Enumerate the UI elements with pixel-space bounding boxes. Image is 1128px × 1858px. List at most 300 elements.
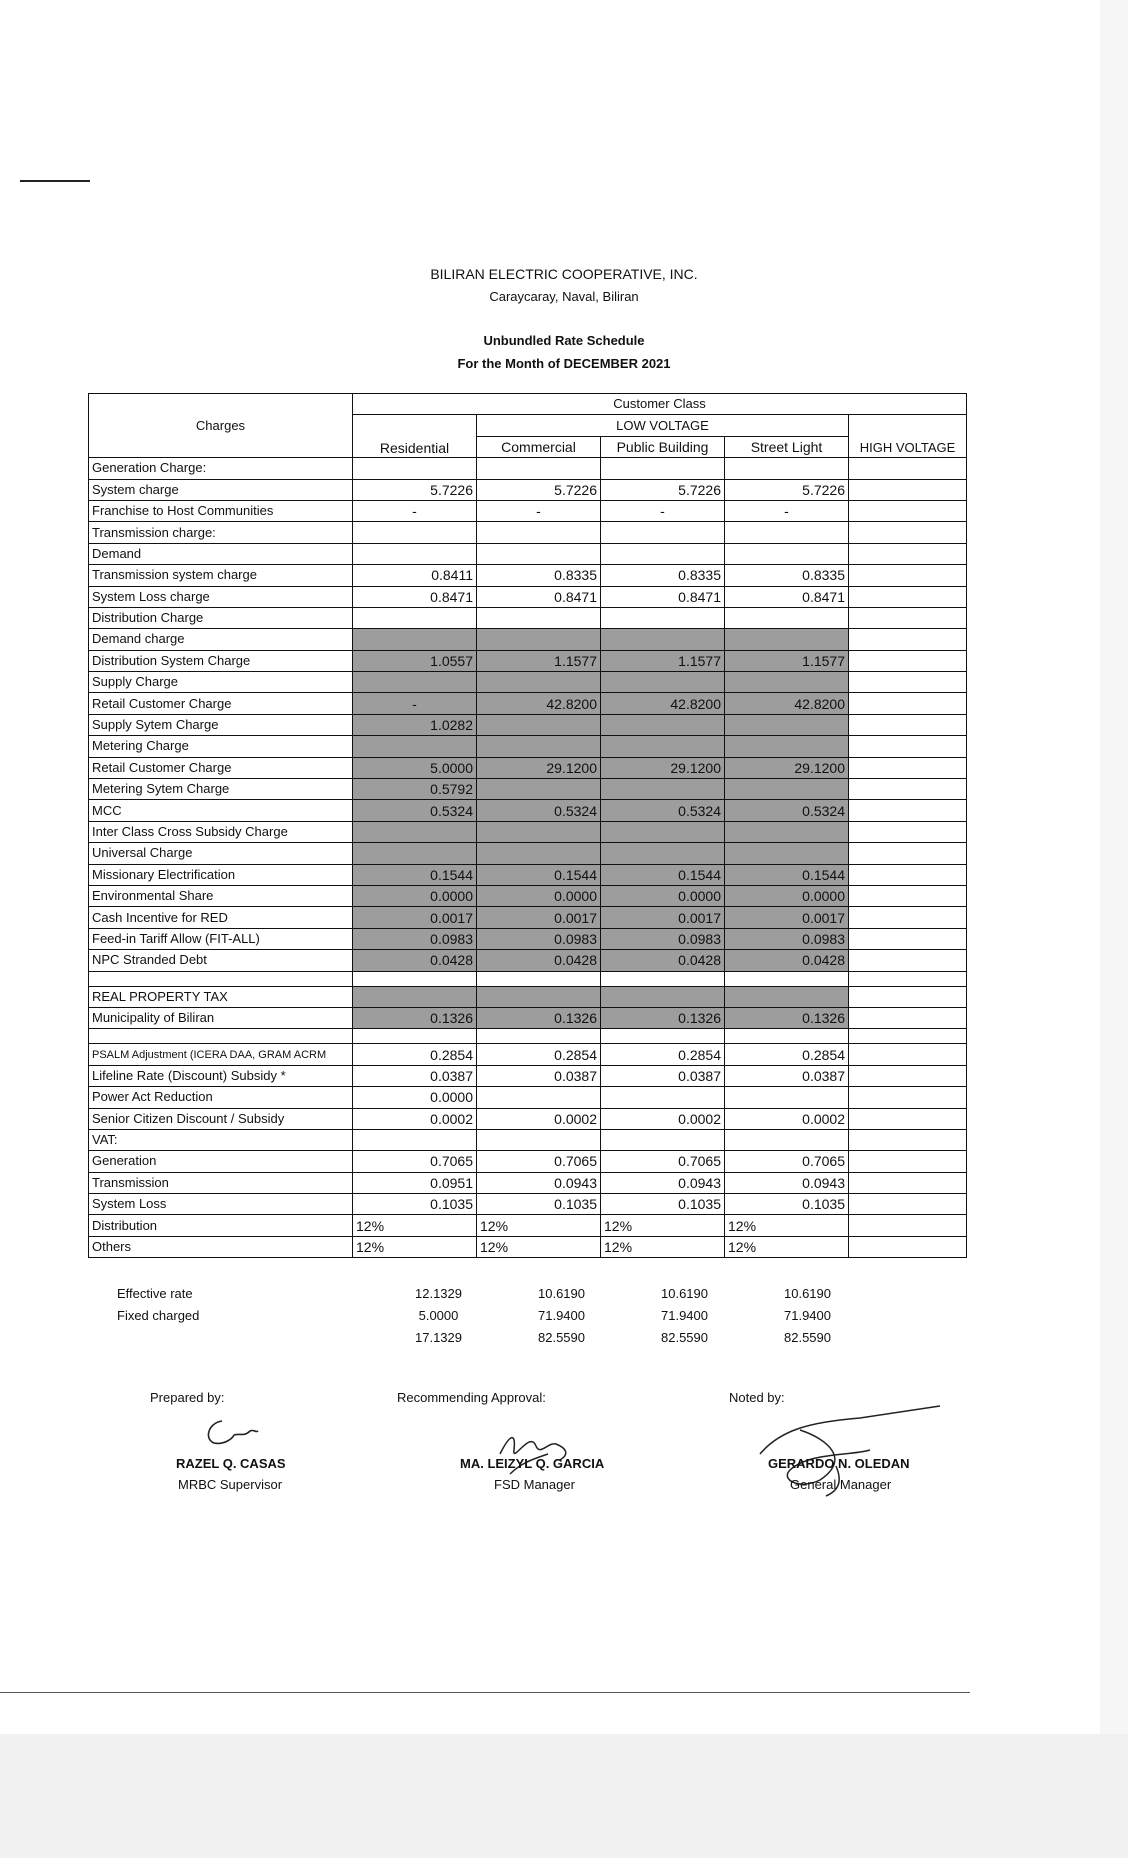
rate-cell <box>601 629 725 650</box>
totals-value: 71.9400 <box>661 1307 708 1323</box>
totals-value: 10.6190 <box>784 1285 831 1301</box>
rate-cell <box>601 458 725 479</box>
charge-label: Generation <box>89 1151 353 1172</box>
rate-cell: 0.1326 <box>601 1007 725 1028</box>
rate-cell: 0.0983 <box>477 928 601 949</box>
rate-cell <box>477 629 601 650</box>
rate-cell: 0.0002 <box>601 1108 725 1129</box>
rate-cell: 0.5324 <box>725 800 849 821</box>
noted-by-name: GERARDO N. OLEDAN <box>768 1456 910 1471</box>
totals-row <box>88 1326 869 1348</box>
rate-cell: 29.1200 <box>601 757 725 778</box>
table-row <box>89 928 967 949</box>
col-public-building-header: Public Building <box>601 436 725 457</box>
rate-cell: 0.0983 <box>353 928 477 949</box>
charge-label: Franchise to Host Communities <box>89 500 353 521</box>
rate-cell <box>601 714 725 735</box>
totals-label: Effective rate <box>117 1285 193 1301</box>
rate-cell <box>477 843 601 864</box>
col-street-light-header: Street Light <box>725 436 849 457</box>
high-voltage-cell <box>849 950 967 971</box>
col-commercial-header: Commercial <box>477 436 601 457</box>
high-voltage-cell <box>849 885 967 906</box>
charge-label: Generation Charge: <box>89 458 353 479</box>
rate-cell: 12% <box>477 1236 601 1257</box>
rate-cell <box>477 607 601 628</box>
charge-label: REAL PROPERTY TAX <box>89 986 353 1007</box>
high-voltage-cell <box>849 843 967 864</box>
table-row <box>89 950 967 971</box>
rate-cell: 0.0000 <box>601 885 725 906</box>
totals-value: 71.9400 <box>784 1307 831 1323</box>
table-row <box>89 629 967 650</box>
rate-cell: 1.0557 <box>353 650 477 671</box>
high-voltage-cell <box>849 928 967 949</box>
high-voltage-cell <box>849 586 967 607</box>
rate-cell: 0.8411 <box>353 565 477 586</box>
table-row <box>89 458 967 479</box>
rate-cell: 29.1200 <box>725 757 849 778</box>
rate-cell: 5.7226 <box>601 479 725 500</box>
rate-cell: 0.5324 <box>601 800 725 821</box>
rate-cell: 0.0000 <box>353 885 477 906</box>
rate-schedule-table <box>88 393 967 1258</box>
rate-cell: 0.0943 <box>725 1172 849 1193</box>
rate-cell <box>725 1129 849 1150</box>
rate-cell: 12% <box>353 1236 477 1257</box>
rate-cell: 0.8335 <box>601 565 725 586</box>
charge-label: Missionary Electrification <box>89 864 353 885</box>
table-row <box>89 864 967 885</box>
charge-label: Feed-in Tariff Allow (FIT-ALL) <box>89 928 353 949</box>
rate-cell <box>601 986 725 1007</box>
rate-cell <box>725 522 849 543</box>
rate-cell: 0.1326 <box>725 1007 849 1028</box>
rate-cell: 0.0017 <box>725 907 849 928</box>
rate-cell: 0.8335 <box>725 565 849 586</box>
table-row <box>89 1044 967 1065</box>
rate-cell: 0.0002 <box>725 1108 849 1129</box>
rate-cell <box>601 1087 725 1108</box>
high-voltage-cell <box>849 1236 967 1257</box>
rate-cell: 1.1577 <box>477 650 601 671</box>
rate-cell <box>353 986 477 1007</box>
table-row <box>89 1065 967 1086</box>
charge-label: Supply Sytem Charge <box>89 714 353 735</box>
charge-label: Metering Charge <box>89 736 353 757</box>
rate-cell: - <box>353 693 477 714</box>
rate-cell <box>725 821 849 842</box>
scan-mark-bottom <box>0 1692 970 1693</box>
rate-cell <box>477 779 601 800</box>
charge-label: Cash Incentive for RED <box>89 907 353 928</box>
rate-cell <box>601 607 725 628</box>
rate-cell: 0.0002 <box>353 1108 477 1129</box>
scan-mark-top-left <box>20 180 90 182</box>
high-voltage-cell <box>849 1172 967 1193</box>
rate-cell: 0.1544 <box>353 864 477 885</box>
rate-cell: 0.0000 <box>477 885 601 906</box>
totals-table <box>88 1282 869 1348</box>
high-voltage-cell <box>849 864 967 885</box>
rate-cell <box>477 1029 601 1044</box>
table-row <box>89 1236 967 1257</box>
rate-cell <box>353 736 477 757</box>
high-voltage-cell <box>849 907 967 928</box>
table-row <box>89 821 967 842</box>
totals-value: 82.5590 <box>538 1329 585 1345</box>
totals-value: 71.9400 <box>538 1307 585 1323</box>
table-row <box>89 757 967 778</box>
rate-cell: 5.0000 <box>353 757 477 778</box>
totals-value: 82.5590 <box>661 1329 708 1345</box>
rate-cell <box>601 672 725 693</box>
high-voltage-cell <box>849 500 967 521</box>
rate-cell: 0.0387 <box>725 1065 849 1086</box>
rate-cell <box>353 1029 477 1044</box>
charge-label: Supply Charge <box>89 672 353 693</box>
col-high-voltage-header: HIGH VOLTAGE <box>849 415 967 458</box>
high-voltage-cell <box>849 757 967 778</box>
rate-cell: 12% <box>725 1236 849 1257</box>
high-voltage-cell <box>849 565 967 586</box>
table-row <box>89 565 967 586</box>
rate-cell <box>477 522 601 543</box>
table-row <box>89 1007 967 1028</box>
high-voltage-cell <box>849 714 967 735</box>
rate-cell: 0.7065 <box>477 1151 601 1172</box>
rate-cell <box>477 458 601 479</box>
rate-cell <box>725 736 849 757</box>
rate-cell <box>601 522 725 543</box>
rate-cell <box>353 522 477 543</box>
rate-cell: - <box>725 500 849 521</box>
charge-label: VAT: <box>89 1129 353 1150</box>
charge-label: Municipality of Biliran <box>89 1007 353 1028</box>
totals-value: 17.1329 <box>415 1329 462 1345</box>
totals-value: 10.6190 <box>661 1285 708 1301</box>
table-row <box>89 736 967 757</box>
table-row <box>89 1129 967 1150</box>
rate-cell: 5.7226 <box>353 479 477 500</box>
table-row <box>89 607 967 628</box>
high-voltage-cell <box>849 458 967 479</box>
totals-row <box>88 1304 869 1326</box>
table-row <box>89 693 967 714</box>
rate-cell: 5.7226 <box>477 479 601 500</box>
charge-label: System Loss <box>89 1194 353 1215</box>
table-row <box>89 1172 967 1193</box>
rate-cell <box>601 843 725 864</box>
rate-cell <box>725 779 849 800</box>
table-row <box>89 1194 967 1215</box>
charge-label <box>89 971 353 986</box>
rate-cell: 0.5324 <box>477 800 601 821</box>
charges-header: Charges <box>89 394 353 458</box>
table-row <box>89 885 967 906</box>
rate-cell: 0.2854 <box>601 1044 725 1065</box>
rate-cell <box>725 714 849 735</box>
high-voltage-cell <box>849 1129 967 1150</box>
table-row <box>89 779 967 800</box>
high-voltage-cell <box>849 1065 967 1086</box>
document-period: For the Month of DECEMBER 2021 <box>457 356 671 371</box>
recommending-approval-name: MA. LEIZYL Q. GARCIA <box>460 1456 605 1471</box>
charge-label: System Loss charge <box>89 586 353 607</box>
rate-cell: 0.8471 <box>601 586 725 607</box>
charge-label: MCC <box>89 800 353 821</box>
rate-cell: 0.0000 <box>353 1087 477 1108</box>
rate-cell: 0.7065 <box>601 1151 725 1172</box>
low-voltage-header: LOW VOLTAGE <box>477 415 849 436</box>
rate-cell <box>353 458 477 479</box>
table-row <box>89 843 967 864</box>
table-row <box>89 543 967 564</box>
rate-cell: 0.0000 <box>725 885 849 906</box>
rate-cell: 0.7065 <box>353 1151 477 1172</box>
rate-cell: 0.1035 <box>353 1194 477 1215</box>
high-voltage-cell <box>849 1194 967 1215</box>
rate-cell: 0.0983 <box>601 928 725 949</box>
rate-cell: 0.8471 <box>477 586 601 607</box>
scan-margin-bottom <box>0 1734 1128 1858</box>
table-row <box>89 714 967 735</box>
rate-cell: 0.0002 <box>477 1108 601 1129</box>
rate-cell <box>477 543 601 564</box>
organization-name: BILIRAN ELECTRIC COOPERATIVE, INC. <box>430 266 698 282</box>
high-voltage-cell <box>849 821 967 842</box>
charge-label: Distribution Charge <box>89 607 353 628</box>
charge-label: Environmental Share <box>89 885 353 906</box>
charge-label: NPC Stranded Debt <box>89 950 353 971</box>
totals-label <box>88 1326 377 1348</box>
spacer-row <box>89 971 967 986</box>
noted-by-label: Noted by: <box>729 1390 785 1405</box>
charge-label: Transmission system charge <box>89 565 353 586</box>
rate-cell: 0.1035 <box>725 1194 849 1215</box>
rate-cell: 0.1035 <box>477 1194 601 1215</box>
high-voltage-cell <box>849 1215 967 1236</box>
rate-cell <box>353 1129 477 1150</box>
table-row <box>89 500 967 521</box>
rate-cell <box>601 736 725 757</box>
rate-cell <box>353 843 477 864</box>
rate-cell: 0.2854 <box>353 1044 477 1065</box>
rate-cell <box>353 821 477 842</box>
rate-cell: 0.0387 <box>601 1065 725 1086</box>
rate-cell: 5.7226 <box>725 479 849 500</box>
rate-cell: 12% <box>477 1215 601 1236</box>
table-row <box>89 479 967 500</box>
header-row-1 <box>89 394 967 415</box>
high-voltage-cell <box>849 1029 967 1044</box>
rate-cell: - <box>477 500 601 521</box>
rate-cell <box>477 1129 601 1150</box>
rate-cell <box>477 971 601 986</box>
rate-cell: 0.7065 <box>725 1151 849 1172</box>
rate-cell: 0.8471 <box>725 586 849 607</box>
totals-value: 5.0000 <box>418 1307 459 1323</box>
rate-cell: 0.0387 <box>477 1065 601 1086</box>
rate-cell: 1.1577 <box>601 650 725 671</box>
high-voltage-cell <box>849 1044 967 1065</box>
table-row <box>89 586 967 607</box>
rate-cell: 0.0387 <box>353 1065 477 1086</box>
charge-label: Retail Customer Charge <box>89 757 353 778</box>
charge-label: Senior Citizen Discount / Subsidy <box>89 1108 353 1129</box>
rate-cell: 0.2854 <box>477 1044 601 1065</box>
rate-cell <box>725 843 849 864</box>
table-row <box>89 1108 967 1129</box>
signature-recommending <box>470 1424 590 1484</box>
charge-label: Others <box>89 1236 353 1257</box>
rate-cell: 0.0428 <box>477 950 601 971</box>
table-row <box>89 1087 967 1108</box>
rate-cell: 0.0951 <box>353 1172 477 1193</box>
table-row <box>89 1215 967 1236</box>
high-voltage-cell <box>849 1007 967 1028</box>
rate-cell: 0.8471 <box>353 586 477 607</box>
totals-row <box>88 1282 869 1304</box>
high-voltage-cell <box>849 779 967 800</box>
high-voltage-cell <box>849 479 967 500</box>
rate-cell <box>477 1087 601 1108</box>
rate-cell: 0.1326 <box>353 1007 477 1028</box>
prepared-by-label: Prepared by: <box>150 1390 225 1405</box>
rate-cell: 0.5792 <box>353 779 477 800</box>
rate-cell: 0.0017 <box>353 907 477 928</box>
high-voltage-cell <box>849 1151 967 1172</box>
organization-address: Caraycaray, Naval, Biliran <box>489 289 639 304</box>
rate-cell <box>477 672 601 693</box>
rate-cell <box>725 607 849 628</box>
noted-by-title: General Manager <box>790 1477 892 1492</box>
rate-cell <box>725 986 849 1007</box>
rate-cell <box>477 714 601 735</box>
rate-cell: 42.8200 <box>725 693 849 714</box>
table-row <box>89 907 967 928</box>
rate-cell <box>601 779 725 800</box>
charge-label: Universal Charge <box>89 843 353 864</box>
charge-label <box>89 1029 353 1044</box>
rate-cell: 0.0943 <box>601 1172 725 1193</box>
rate-cell <box>601 1129 725 1150</box>
table-row <box>89 522 967 543</box>
rate-cell: 12% <box>601 1215 725 1236</box>
rate-cell <box>353 971 477 986</box>
charge-label: Metering Sytem Charge <box>89 779 353 800</box>
rate-cell <box>601 821 725 842</box>
high-voltage-cell <box>849 693 967 714</box>
high-voltage-cell <box>849 971 967 986</box>
rate-cell: 0.5324 <box>353 800 477 821</box>
recommending-approval-label: Recommending Approval: <box>397 1390 546 1405</box>
rate-cell: 0.1326 <box>477 1007 601 1028</box>
high-voltage-cell <box>849 736 967 757</box>
charge-label: System charge <box>89 479 353 500</box>
charge-label: Distribution System Charge <box>89 650 353 671</box>
charge-label: Power Act Reduction <box>89 1087 353 1108</box>
table-row <box>89 1151 967 1172</box>
signature-prepared <box>200 1415 260 1451</box>
rate-cell: 0.1544 <box>477 864 601 885</box>
rate-cell: 0.2854 <box>725 1044 849 1065</box>
charge-label: Transmission <box>89 1172 353 1193</box>
rate-cell <box>353 672 477 693</box>
high-voltage-cell <box>849 1087 967 1108</box>
high-voltage-cell <box>849 629 967 650</box>
col-residential-header: Residential <box>353 415 477 458</box>
rate-cell <box>725 971 849 986</box>
recommending-approval-title: FSD Manager <box>494 1477 575 1492</box>
customer-class-header: Customer Class <box>353 394 967 415</box>
rate-cell: 42.8200 <box>477 693 601 714</box>
rate-cell: - <box>353 500 477 521</box>
rate-cell <box>725 629 849 650</box>
charge-label: PSALM Adjustment (ICERA DAA, GRAM ACRM <box>89 1044 353 1065</box>
charge-label: Demand <box>89 543 353 564</box>
rate-cell: 0.0428 <box>725 950 849 971</box>
rate-cell: 29.1200 <box>477 757 601 778</box>
rate-cell <box>477 736 601 757</box>
charge-label: Inter Class Cross Subsidy Charge <box>89 821 353 842</box>
high-voltage-cell <box>849 607 967 628</box>
rate-cell: 0.1544 <box>601 864 725 885</box>
rate-cell <box>353 607 477 628</box>
rate-cell: 0.0428 <box>601 950 725 971</box>
charge-label: Transmission charge: <box>89 522 353 543</box>
rate-cell <box>725 1029 849 1044</box>
prepared-by-title: MRBC Supervisor <box>178 1477 283 1492</box>
rate-cell <box>601 971 725 986</box>
rate-cell <box>353 629 477 650</box>
rate-cell <box>725 672 849 693</box>
rate-cell <box>477 986 601 1007</box>
totals-value: 10.6190 <box>538 1285 585 1301</box>
table-row <box>89 800 967 821</box>
totals-value: 82.5590 <box>784 1329 831 1345</box>
rate-cell: 0.0983 <box>725 928 849 949</box>
spacer-row <box>89 1029 967 1044</box>
high-voltage-cell <box>849 672 967 693</box>
rate-cell: 0.0428 <box>353 950 477 971</box>
rate-cell: 0.1035 <box>601 1194 725 1215</box>
prepared-by-name: RAZEL Q. CASAS <box>176 1456 286 1471</box>
rate-cell <box>601 543 725 564</box>
charge-label: Distribution <box>89 1215 353 1236</box>
high-voltage-cell <box>849 650 967 671</box>
scan-margin-right <box>1100 0 1128 1734</box>
rate-cell: - <box>601 500 725 521</box>
rate-cell: 12% <box>601 1236 725 1257</box>
high-voltage-cell <box>849 800 967 821</box>
charge-label: Demand charge <box>89 629 353 650</box>
rate-cell <box>601 1029 725 1044</box>
rate-cell: 0.8335 <box>477 565 601 586</box>
rate-cell <box>725 1087 849 1108</box>
rate-cell: 0.0017 <box>477 907 601 928</box>
totals-label: Fixed charged <box>117 1307 200 1323</box>
rate-cell: 0.0943 <box>477 1172 601 1193</box>
high-voltage-cell <box>849 543 967 564</box>
rate-cell <box>477 821 601 842</box>
rate-cell: 1.1577 <box>725 650 849 671</box>
rate-cell <box>725 458 849 479</box>
rate-cell: 12% <box>353 1215 477 1236</box>
rate-cell: 0.1544 <box>725 864 849 885</box>
charge-label: Retail Customer Charge <box>89 693 353 714</box>
rate-cell <box>353 543 477 564</box>
